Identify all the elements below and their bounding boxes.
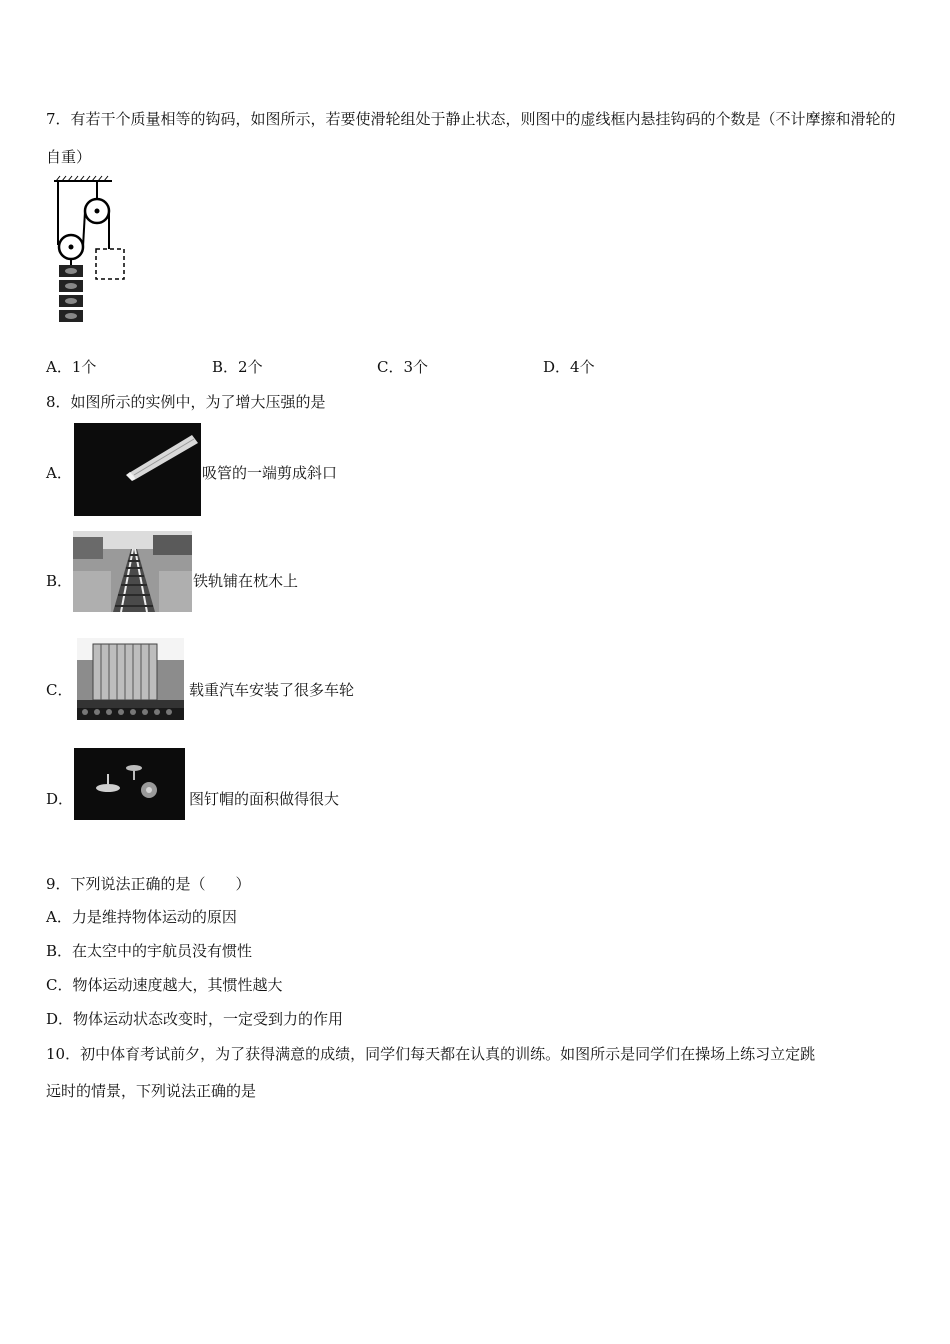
q8-option-b-letter: B． [46,572,73,590]
q9-option-a: A．力是维持物体运动的原因 [46,908,237,926]
straw-photo [74,423,201,516]
q7-option-d: D．4个 [543,358,595,376]
q9-option-c: C．物体运动速度越大，其惯性越大 [46,976,283,994]
q7-option-a: A．1个 [46,358,97,376]
q8-option-a-letter: A． [46,464,72,482]
q7-option-b: B．2个 [212,358,263,376]
thumbtack-photo [74,748,185,820]
q8-option-d-letter: D． [46,790,74,808]
pulley-system-figure [50,175,130,337]
q8-stem: 8．如图所示的实例中，为了增大压强的是 [46,393,326,411]
q8-option-b-text: 铁轨铺在枕木上 [193,572,299,590]
railway-photo [73,531,192,612]
q8-option-c-letter: C． [46,681,73,699]
q8-option-d-text: 图钉帽的面积做得很大 [189,790,340,808]
q7-option-c: C．3个 [377,358,429,376]
q10-stem-line2: 远时的情景，下列说法正确的是 [46,1082,257,1100]
q10-stem-line1: 10．初中体育考试前夕，为了获得满意的成绩，同学们每天都在认真的训练。如图所示是同学们在操场上练习立定跳 [46,1045,816,1063]
truck-photo [77,638,184,720]
q8-option-a-text: 吸管的一端剪成斜口 [202,464,338,482]
q9-option-b: B．在太空中的宇航员没有惯性 [46,942,253,960]
q9-stem: 9．下列说法正确的是（ ） [46,875,251,893]
q8-option-c-text: 载重汽车安装了很多车轮 [189,681,355,699]
q9-option-d: D．物体运动状态改变时，一定受到力的作用 [46,1010,344,1028]
q7-stem: 7．有若干个质量相等的钩码，如图所示，若要使滑轮组处于静止状态，则图中的虚线框内悬挂钩码的个数是（不计摩擦和滑轮的自重） [46,110,896,166]
